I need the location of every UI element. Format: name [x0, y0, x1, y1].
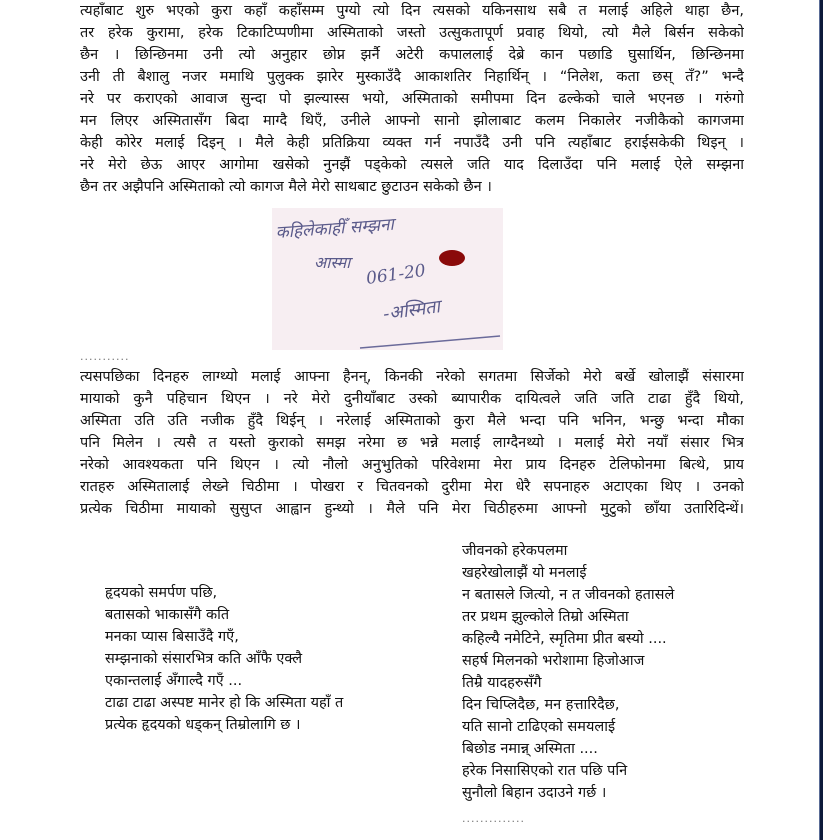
text-line: पनि मिलेन । त्यसै त यस्तो कुराको समझ नरेमा छ भन्ने मलाई लाग्दैनथ्यो । मलाई मेरो नयाँ संसार भित्र — [80, 435, 744, 451]
text-line: केही कोरेर मलाई दिइन् । मैले केही प्रतिक्रिया व्यक्त गर्न नपाउँदै उनी पनि त्यहाँबाट हराईसकेकी थिइन् । — [80, 135, 744, 151]
poem-line: सुनौलो बिहान उदाउने गर्छ । — [462, 785, 607, 801]
note-line-4: -अस्मिता — [381, 296, 442, 325]
poem-line: जीवनको हरेकपलमा — [462, 543, 568, 559]
paragraph-1 — [80, 0, 744, 198]
poem-line: प्रत्येक हृदयको धड्कन् तिम्रोलागि छ । — [105, 717, 301, 733]
text-line: तर हरेक कुरामा, हरेक टिकाटिप्पणीमा अस्मिताको जस्तो उत्सुकतापूर्ण प्रवाह थियो, त्यो मैले बिर्सन सकेको — [80, 25, 744, 41]
poem-line: मनका प्यास बिसाउँदै गएँ, — [105, 629, 239, 645]
text-line: छैन तर अझैपनि अस्मिताको त्यो कागज मैले मेरो साथबाट छुटाउन सकेको छैन । — [80, 179, 492, 195]
poem-line: हरेक निसासिएको रात पछि पनि — [462, 763, 628, 779]
text-line: छैन । छिन्छिनमा उनी त्यो अनुहार छोप्न झर्नै अटेरी कपाललाई देब्रे कान पछाडि घुसार्थिन, छिन्छिनमा — [80, 47, 744, 63]
text-line: रातहरु अस्मितालाई लेख्ने चिठीमा । पोखरा र चितवनको दुरीमा मेरा धेरै सपनाहरु अटाएका थिए । उनको — [80, 479, 744, 495]
text-line: उनी ती बैशालु नजर ममाथि पुलुक्क झारेर मुस्काउँदै आकाशतिर निहार्थिन् । “निलेश, कता छस् तँ?” भन्दै — [80, 69, 744, 85]
separator-dots: ........... — [80, 350, 130, 363]
poem-line: हृदयको समर्पण पछि, — [105, 585, 218, 601]
end-dots: .............. — [462, 812, 525, 825]
poem-line: यति सानो टाढिएको समयलाई — [462, 719, 616, 735]
poem-line: एकान्तलाई अँगाल्दै गएँ ... — [105, 673, 243, 689]
poem-right — [462, 540, 674, 804]
text-line: मायाको कुनै पहिचान थिएन । नरे मेरो दुनीयाँबाट उस्को ब्यापारीक दायित्वले जति जति टाढा हुँदै थियो, — [80, 391, 744, 407]
poem-line: सम्झनाको संसारभित्र कति आँफै एक्लै — [105, 651, 303, 667]
poem-line: खहरेखोलाझैं यो मनलाई — [462, 565, 587, 581]
handwritten-note-photo — [272, 208, 503, 350]
window-right-border — [819, 0, 823, 840]
poem-line: कहिल्यै नमेटिने, स्मृतिमा प्रीत बस्यो .... — [462, 631, 667, 647]
text-line: नरे मेरो छेऊ आएर आगोमा खसेको नुनझैं पड्केको त्यसले जति याद दिलाउँदा पनि मलाई ऐले सम्झना — [80, 157, 744, 173]
text-line: अस्मिता उति उति नजीक हुँदै थिईन् । नरेलाई अस्मिताको कुरा मैले भन्दा पनि भनिन, भन्छु भन्दा मौका — [80, 413, 744, 429]
text-line: त्यसपछिका दिनहरु लाग्थ्यो मलाई आफ्ना हैनन्, किनकी नरेको सगतमा सिर्जेको मेरो बर्खे खोलाझैं संसारमा — [80, 369, 744, 385]
poem-line: बतासको भाकासँगै कति — [105, 607, 230, 623]
note-line-1: कहिलेकाहीँ सम्झना — [274, 214, 395, 243]
text-line: त्यहाँबाट शुरु भएको कुरा कहाँ कहाँसम्म पुग्यो त्यो दिन त्यसको यकिनसाथ सबै त मलाई अहिले थाहा छैन, — [80, 3, 744, 19]
poem-line: टाढा टाढा अस्पष्ट मानेर हो कि अस्मिता यहाँ त — [105, 695, 344, 711]
text-line: नरे पर कराएको आवाज सुन्दा पो झल्यास्स भयो, अस्मिताको समीपमा दिन ढल्केको चाले भएनछ । गरुंगो — [80, 91, 744, 107]
poem-line: सहर्ष मिलनको भरोशामा हिजोआज — [462, 653, 645, 669]
note-line-3: 061-20 — [364, 260, 427, 289]
text-line: प्रत्येक चिठीमा मायाको सुसुप्त आह्वान हुन्थ्यो । मैले पनि मेरा चिठीहरुमा आफ्नो मुटुको छाँया उतारिदिन्थें। — [80, 501, 744, 517]
paragraph-2 — [80, 366, 744, 520]
redaction-blot — [439, 250, 465, 266]
note-line-2: आस्मा — [314, 253, 351, 272]
poem-left — [105, 582, 343, 736]
poem-line: बिछोड नमान्न् अस्मिता .... — [462, 741, 598, 757]
poem-line: न बतासले जित्यो, न त जीवनको हतासले — [462, 587, 675, 603]
poem-line: तर प्रथम झुल्कोले तिम्रो अस्मिता — [462, 609, 629, 625]
poem-line: दिन चिप्लिदैछ, मन हत्तारिदैछ, — [462, 697, 620, 713]
poem-line: तिम्रै यादहरुसँगै — [462, 675, 542, 691]
text-line: मन लिएर अस्मितासँग बिदा माग्दै थिएँ, उनीले आफ्नो सानो झोलाबाट कलम निकालेर नजीकैको कागजमा — [80, 113, 744, 129]
text-line: नरेको आवश्यकता पनि थिएन । त्यो नौलो अनुभुतिको परिवेशमा मेरा प्राय दिनहरु टेलिफोनमा बित्थे, प्राय — [80, 457, 744, 473]
